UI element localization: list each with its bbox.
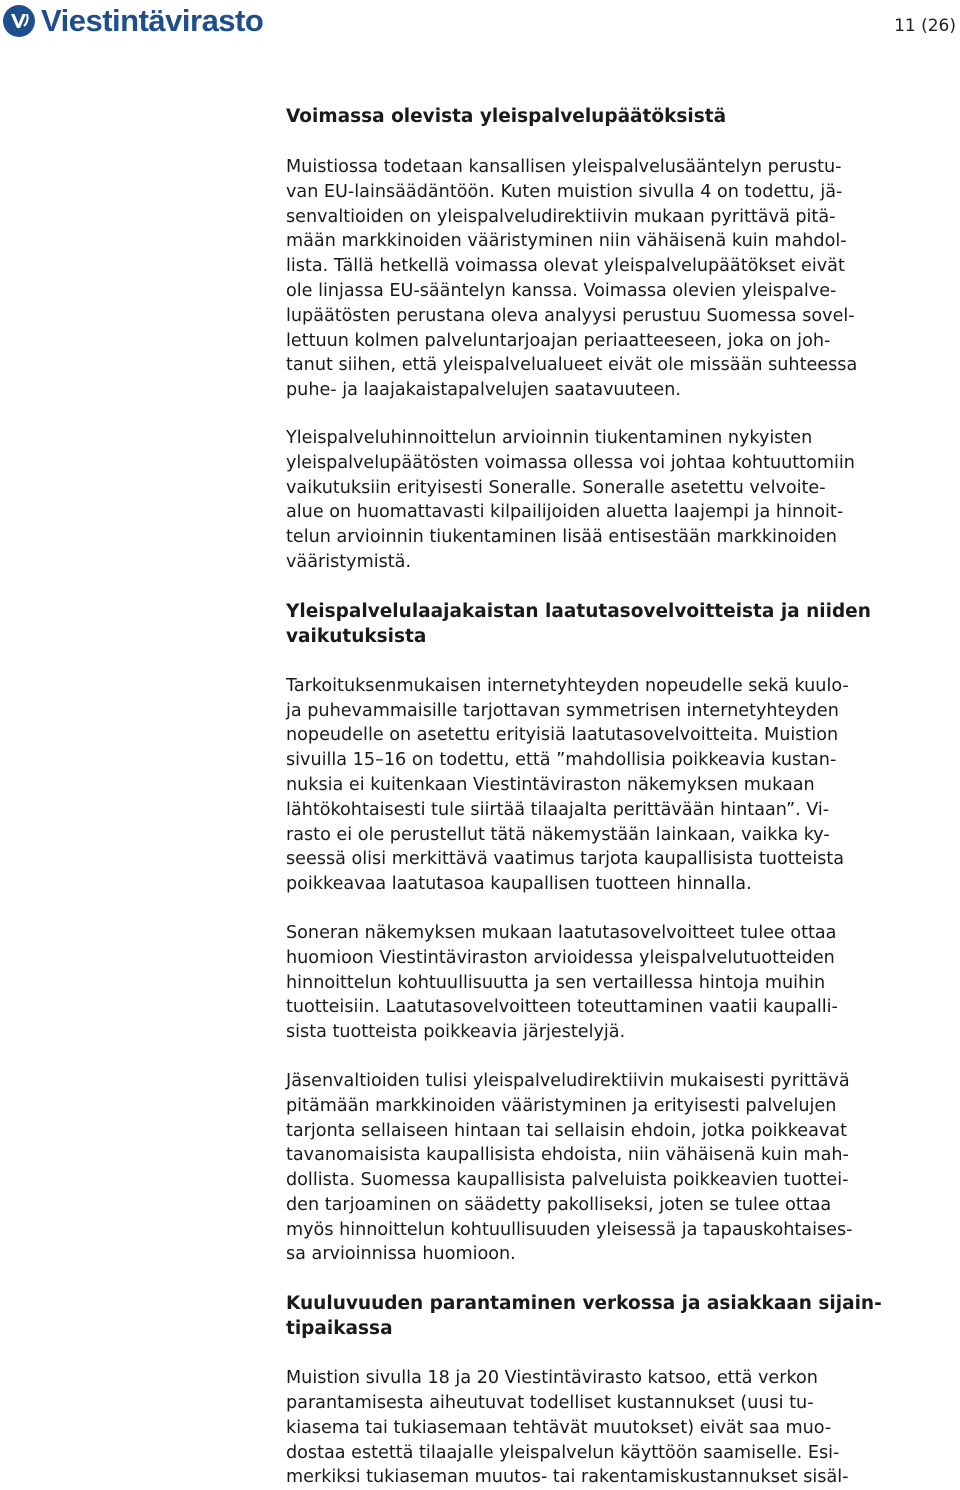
section-3-paragraph-1: Muistion sivulla 18 ja 20 Viestintävirasto katsoo, että verkon parantamisesta aiheutuvat todelliset kustannukset (uusi tu- kiasema tai tukiasemaan tehtävät muutokset) eivät saa muo- dostaa estettä tilaajalle yleispalvelun käyttöön saamiselle. Esi- merkiksi tukiaseman muutos- tai rakentamiskustannukset sisäl- bbox=[286, 1368, 849, 1488]
section-1-paragraph-2: Yleispalveluhinnoittelun arvioinnin tiukentaminen nykyisten yleispalvelupäätösten voimassa ollessa voi johtaa kohtuuttomiin vaikutuksiin erityisesti Soneralle. Soneralle asetettu velvoite- alue on huomattavasti kilpailijoiden aluetta laajempi ja hinnoit- telun arvioinnin tiukentaminen lisää entisestään markkinoiden vääristymistä. bbox=[286, 427, 855, 572]
section-2-paragraph-2: Soneran näkemyksen mukaan laatutasovelvoitteet tulee ottaa huomioon Viestintäviraston arvioidessa yleispalvelutuotteiden hinnoittelun kohtuullisuutta ja sen vertaillessa hintoja muihin tuotteisiin. Laatutasovelvoitteen toteuttaminen vaatii kaupalli- sista tuotteista poikkeavia järjestelyjä. bbox=[286, 922, 838, 1043]
section-heading-2: Yleispalvelulaajakaistan laatutasovelvoitteista ja niiden vaikutuksista bbox=[286, 600, 871, 647]
page-header bbox=[0, 0, 960, 60]
logo bbox=[2, 4, 263, 38]
section-2-paragraph-3: Jäsenvaltioiden tulisi yleispalveludirektiivin mukaisesti pyrittävä pitämään markkinoiden vääristyminen ja erityisesti palvelujen tarjonta sellaiseen hintaan tai sellaisin ehdoin, jotka poikkeavat tavanomaisista kaupallisista ehdoista, niin vähäisenä kuin mah- dollista. Suomessa kaupallisista palveluista poikkeavien tuottei- den tarjoaminen on säädetty pakolliseksi, joten se tulee ottaa myös hinnoittelun kohtuullisuuden yleisessä ja tapauskohtaises- sa arvioinnissa huomioon. bbox=[286, 1070, 853, 1265]
section-1-paragraph-1: Muistiossa todetaan kansallisen yleispalvelusääntelyn perustu- van EU-lainsäädäntöön. Kuten muistion sivulla 4 on todettu, jä- senvaltioiden on yleispalveludirektiivin mukaan pyrittävä pitä- mään markkinoiden vääristyminen niin vähäisenä kuin mahdol- lista. Tällä hetkellä voimassa olevat yleispalvelupäätökset eivät ole linjassa EU-sääntelyn kanssa. Voimassa olevien yleispalve- lupäätösten perustana oleva analyysi perustuu Suomessa sovel- lettuun kolmen palveluntarjoajan periaatteeseen, joka on joh- tanut siihen, että yleispalvelualueet eivät ole missään suhteessa puhe- ja laajakaistapalvelujen saatavuuteen. bbox=[286, 157, 858, 401]
document-body bbox=[286, 104, 950, 1490]
section-2-paragraph-1: Tarkoituksenmukaisen internetyhteyden nopeudelle sekä kuulo- ja puhevammaisille tarjottavan symmetrisen internetyhteyden nopeudelle on asetettu erityisiä laatutasovelvoitteita. Muistion sivuilla 15–16 on todettu, että ”mahdollisia poikkeavia kustan- nuksia ei kuitenkaan Viestintäviraston näkemyksen mukaan lähtökohtaisesti tule siirtää tilaajalta perittävään hintaan”. Vi- rasto ei ole perustellut tätä näkemystään lainkaan, vaikka ky- seessä olisi merkittävä vaatimus tarjota kaupallisista tuotteista poikkeavaa laatutasoa kaupallisen tuotteen hinnalla. bbox=[286, 675, 849, 895]
section-heading-1: Voimassa olevista yleispalvelupäätöksistä bbox=[286, 106, 727, 127]
logo-text: Viestintävirasto bbox=[41, 3, 264, 38]
fi-logo-mark-icon bbox=[2, 4, 36, 38]
page-number: 11 (26) bbox=[894, 16, 956, 36]
section-heading-3: Kuuluvuuden parantaminen verkossa ja asiakkaan sijain- tipaikassa bbox=[286, 1293, 882, 1340]
